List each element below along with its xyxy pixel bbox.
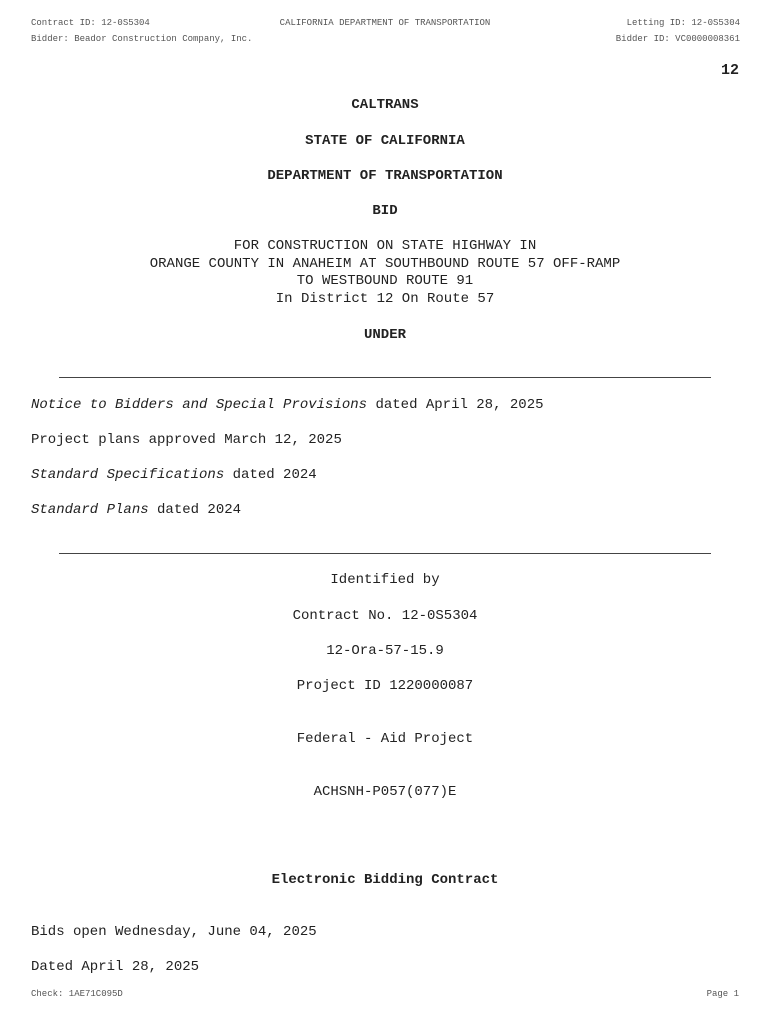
project-line-1: FOR CONSTRUCTION ON STATE HIGHWAY IN (233, 238, 537, 254)
footer-page: Page 1 (706, 989, 739, 999)
header-letting-id: Letting ID: 12-0S5304 (626, 18, 740, 28)
title-caltrans: CALTRANS (351, 97, 419, 113)
specs-title: Standard Specifications (31, 467, 225, 483)
notice-date: dated April 28, 2025 (367, 397, 544, 413)
divider-top (59, 377, 711, 378)
under-label: UNDER (363, 327, 406, 343)
identified-by: Identified by (330, 572, 440, 588)
page-number: 12 (720, 62, 739, 79)
footer-check: Check: 1AE71C095D (31, 989, 123, 999)
bids-open: Bids open Wednesday, June 04, 2025 (31, 924, 317, 940)
federal-number: ACHSNH-P057(077)E (313, 784, 457, 800)
project-id: Project ID 1220000087 (296, 678, 474, 694)
std-plans-title: Standard Plans (31, 502, 149, 518)
federal-aid: Federal - Aid Project (296, 731, 474, 747)
plans-line: Project plans approved March 12, 2025 (31, 432, 342, 448)
electronic-bidding: Electronic Bidding Contract (271, 872, 499, 888)
header-contract-id: Contract ID: 12-0S5304 (31, 18, 150, 28)
project-line-3: TO WESTBOUND ROUTE 91 (296, 273, 474, 289)
header-bidder-id: Bidder ID: VC0000008361 (615, 34, 740, 44)
std-plans-line (31, 502, 241, 518)
dated: Dated April 28, 2025 (31, 959, 200, 975)
project-line-4: In District 12 On Route 57 (275, 291, 495, 307)
notice-line (31, 397, 544, 413)
header-bidder: Bidder: Beador Construction Company, Inc. (31, 34, 253, 44)
title-bid: BID (372, 203, 398, 219)
specs-line (31, 467, 317, 483)
location-code: 12-Ora-57-15.9 (326, 643, 444, 659)
std-plans-date: dated 2024 (148, 502, 242, 518)
divider-bottom (59, 553, 711, 554)
title-department: DEPARTMENT OF TRANSPORTATION (267, 168, 503, 184)
contract-number: Contract No. 12-0S5304 (292, 608, 478, 624)
project-line-2: ORANGE COUNTY IN ANAHEIM AT SOUTHBOUND ROUTE 57 OFF-RAMP (149, 256, 621, 272)
specs-date: dated 2024 (224, 467, 317, 483)
header-agency: CALIFORNIA DEPARTMENT OF TRANSPORTATION (279, 18, 491, 28)
notice-title: Notice to Bidders and Special Provisions (31, 397, 368, 413)
title-state: STATE OF CALIFORNIA (305, 133, 465, 149)
